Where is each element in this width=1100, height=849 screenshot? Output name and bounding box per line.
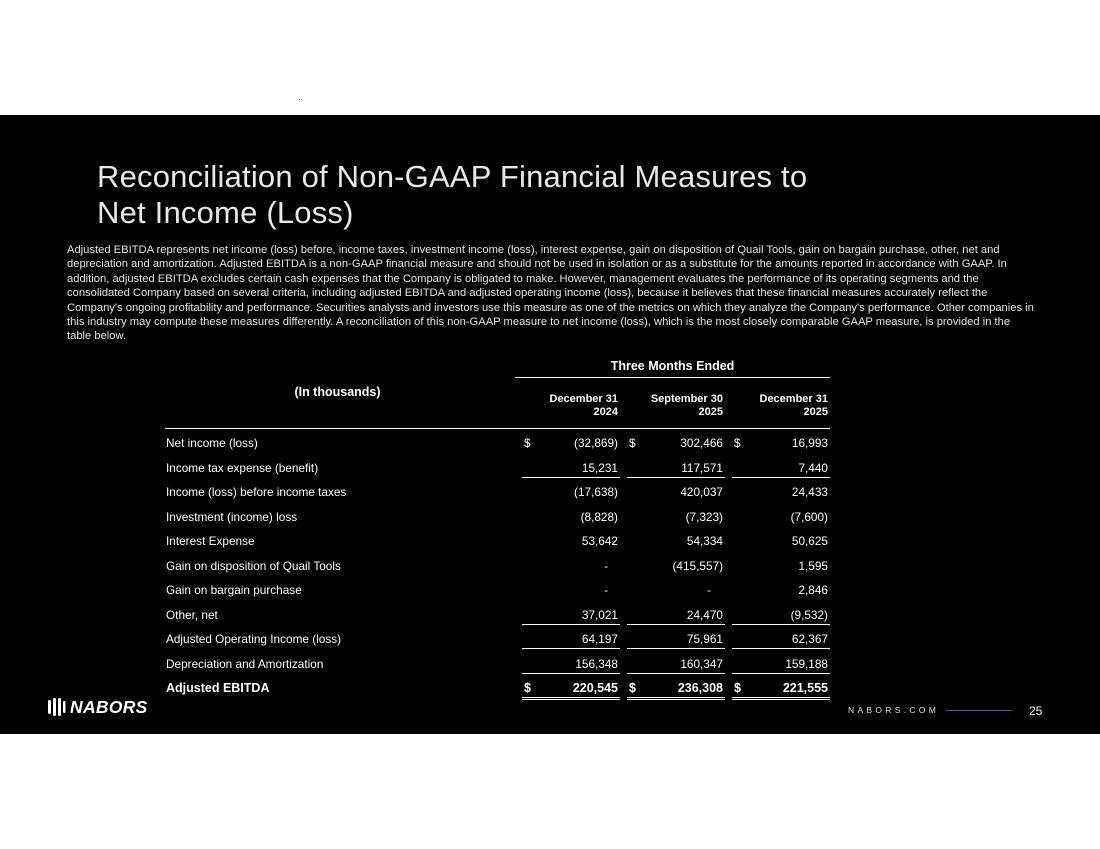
table-cell: $ 16,993 bbox=[734, 436, 828, 450]
table-cell: - bbox=[604, 558, 608, 573]
table-row-investment-loss bbox=[165, 505, 830, 529]
slide-title bbox=[97, 159, 957, 231]
row-label: Net income (loss) bbox=[166, 436, 258, 450]
header-rule bbox=[165, 428, 830, 429]
table-cell: 64,197 bbox=[522, 632, 620, 649]
table-cell: $ 221,555 bbox=[732, 681, 830, 700]
row-label: Interest Expense bbox=[166, 534, 255, 548]
three-months-ended-header: Three Months Ended bbox=[515, 359, 830, 378]
row-label: Income (loss) before income taxes bbox=[166, 485, 347, 499]
page-number: 25 bbox=[1029, 704, 1043, 718]
table-cell: 53,642 bbox=[581, 534, 618, 548]
table-cell: 420,037 bbox=[680, 485, 723, 499]
table-row-net-income bbox=[165, 431, 830, 455]
table-cell: 37,021 bbox=[522, 608, 620, 625]
table-cell: (8,828) bbox=[580, 509, 618, 524]
table-cell: (9,532) bbox=[732, 608, 830, 625]
table-cell: 50,625 bbox=[791, 534, 828, 548]
column-header-dec-2024: December 31 2024 bbox=[549, 393, 618, 418]
row-label: Other, net bbox=[166, 607, 218, 622]
table-cell: 15,231 bbox=[522, 461, 620, 478]
table-row-other-net bbox=[165, 603, 830, 627]
row-label: Depreciation and Amortization bbox=[166, 656, 324, 671]
units-label: (In thousands) bbox=[294, 385, 381, 399]
table-cell: (17,638) bbox=[574, 485, 618, 499]
table-row-income-before-taxes bbox=[165, 480, 830, 504]
table-cell: 24,433 bbox=[791, 485, 828, 499]
table-cell: 75,961 bbox=[627, 632, 725, 649]
table-cell: $ 302,466 bbox=[629, 436, 723, 450]
table-cell: 62,367 bbox=[732, 632, 830, 649]
table-row-bargain-purchase bbox=[165, 578, 830, 602]
table-row-adjusted-ebitda bbox=[165, 676, 830, 700]
table-cell: - bbox=[604, 583, 608, 597]
table-cell: 7,440 bbox=[732, 461, 830, 478]
table-cell: 24,470 bbox=[627, 608, 725, 625]
column-header-sep-2025: September 30 2025 bbox=[650, 393, 723, 418]
accent-line bbox=[946, 710, 1012, 711]
table-cell: 117,571 bbox=[627, 461, 725, 478]
row-label: Investment (income) loss bbox=[166, 509, 298, 524]
description-paragraph: Adjusted EBITDA represents net income (loss) before, income taxes, investment income (loss), interest expense, gain on disposition of Quail Tools, gain on bargain purchase, other, net and depreciation and amortization. Adjusted EBITDA is a non-GAAP financial measure and should not be used in isolation or as a substitute for the amounts reported in accordance with GAAP. In addition, adjusted EBITDA excludes certain cash expenses that the Company is obligated to make. However, management evaluates the performance of its operating segments and the consolidated Company based on several criteria, including adjusted EBITDA and adjusted operating income (loss), because it believes that these financial measures accurately reflect the Company's ongoing profitability and performance. Securities analysts and investors use this measure as one of the metrics on which they analyze the Company's performance. Other companies in this industry may compute these measures differently. A reconciliation of this non-GAAP measure to net income (loss), which is the most closely comparable GAAP measure, is provided in the table below. bbox=[67, 244, 1034, 343]
table-row-adjusted-operating-income bbox=[165, 627, 830, 651]
table-cell: $ 236,308 bbox=[627, 681, 725, 700]
table-cell: 156,348 bbox=[522, 657, 620, 674]
column-header-dec-2025: December 31 2025 bbox=[759, 393, 828, 418]
table-cell: 54,334 bbox=[686, 534, 723, 548]
slide bbox=[0, 115, 1100, 734]
stray-dot bbox=[299, 99, 300, 100]
table-cell: $ (32,869) bbox=[524, 436, 618, 450]
website-link[interactable]: NABORS.COM bbox=[848, 705, 940, 715]
row-label: Gain on disposition of Quail Tools bbox=[166, 558, 341, 573]
table-cell: (7,600) bbox=[790, 509, 828, 524]
table-cell: 160,347 bbox=[627, 657, 725, 674]
table-cell: 1,595 bbox=[798, 558, 828, 573]
table-cell: (415,557) bbox=[672, 558, 723, 573]
table-cell: - bbox=[707, 583, 711, 597]
table-cell: 159,188 bbox=[732, 657, 830, 674]
table-row-interest-expense bbox=[165, 529, 830, 553]
title-line-1: Reconciliation of Non-GAAP Financial Measures to bbox=[97, 159, 808, 194]
table-row-quail-tools bbox=[165, 554, 830, 578]
nabors-mark-icon bbox=[46, 697, 66, 717]
table-cell: 2,846 bbox=[798, 583, 828, 597]
table-cell: (7,323) bbox=[685, 509, 723, 524]
logo-text: NABORS bbox=[70, 697, 148, 717]
table-row-depreciation bbox=[165, 652, 830, 676]
table-cell: $ 220,545 bbox=[522, 681, 620, 700]
row-label: Income tax expense (benefit) bbox=[166, 460, 319, 475]
row-label: Adjusted Operating Income (loss) bbox=[166, 632, 342, 646]
title-line-2: Net Income (Loss) bbox=[97, 195, 354, 230]
table-row-income-tax bbox=[165, 456, 830, 480]
row-label: Adjusted EBITDA bbox=[166, 681, 270, 695]
row-label: Gain on bargain purchase bbox=[166, 583, 302, 597]
